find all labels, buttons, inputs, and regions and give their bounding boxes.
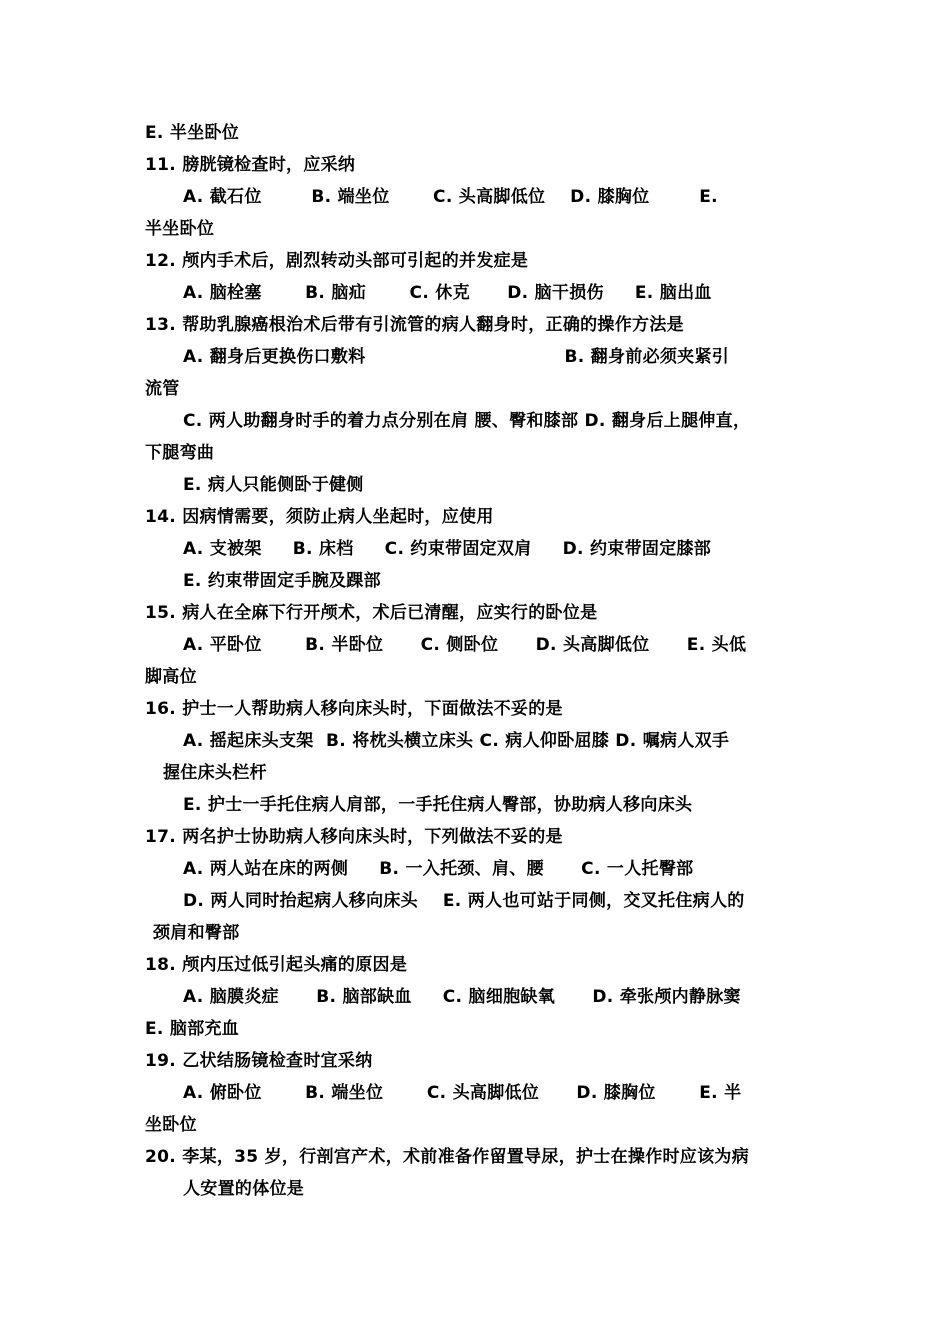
question-15-options: A. 平卧位 B. 半卧位 C. 侧卧位 D. 头高脚低位 E. 头低 [183, 635, 747, 655]
question-14-options: E. 约束带固定手腕及踝部 [183, 571, 381, 591]
question-12: 12. 颅内手术后，剧烈转动头部可引起的并发症是 [145, 251, 529, 271]
text-line: E. 脑部充血 [145, 1019, 240, 1039]
text-line: 颈肩和臀部 [153, 923, 240, 943]
question-18: 18. 颅内压过低引起头痛的原因是 [145, 955, 408, 975]
question-15: 15. 病人在全麻下行开颅术，术后已清醒，应实行的卧位是 [145, 603, 598, 623]
question-11: 11. 膀胱镜检查时，应采纳 [145, 155, 356, 175]
question-12-options: A. 脑栓塞 B. 脑疝 C. 休克 D. 脑干损伤 E. 脑出血 [183, 283, 712, 303]
text-line: 人安置的体位是 [183, 1179, 305, 1199]
question-16-options: E. 护士一手托住病人肩部，一手托住病人臀部，协助病人移向床头 [183, 795, 693, 815]
question-20: 20. 李某，35 岁，行剖宫产术，术前准备作留置导尿，护士在操作时应该为病 [145, 1147, 750, 1167]
question-13-options: A. 翻身后更换伤口敷料 B. 翻身前必须夹紧引 [183, 347, 730, 367]
question-11-options: A. 截石位 B. 端坐位 C. 头高脚低位 D. 膝胸位 E. [183, 187, 718, 207]
question-13: 13. 帮助乳腺癌根治术后带有引流管的病人翻身时，正确的操作方法是 [145, 315, 684, 335]
text-line: 下腿弯曲 [145, 443, 215, 463]
text-line: 握住床头栏杆 [163, 763, 267, 783]
question-17: 17. 两名护士协助病人移向床头时，下列做法不妥的是 [145, 827, 563, 847]
text-line: E. 半坐卧位 [145, 123, 240, 143]
question-14: 14. 因病情需要，须防止病人坐起时，应使用 [145, 507, 494, 527]
question-17-options: A. 两人站在床的两侧 B. 一入托颈、肩、腰 C. 一人托臀部 [183, 859, 694, 879]
text-line: 半坐卧位 [145, 219, 215, 239]
question-18-options: A. 脑膜炎症 B. 脑部缺血 C. 脑细胞缺氧 D. 牵张颅内静脉窦 [183, 987, 741, 1007]
text-line: 坐卧位 [145, 1115, 197, 1135]
question-19: 19. 乙状结肠镜检查时宜采纳 [145, 1051, 373, 1071]
question-19-options: A. 俯卧位 B. 端坐位 C. 头高脚低位 D. 膝胸位 E. 半 [183, 1083, 742, 1103]
question-14-options: A. 支被架 B. 床档 C. 约束带固定双肩 D. 约束带固定膝部 [183, 539, 712, 559]
question-13-options: C. 两人助翻身时手的着力点分别在肩 腰、臀和膝部 D. 翻身后上腿伸直， [183, 411, 751, 431]
question-13-options: E. 病人只能侧卧于健侧 [183, 475, 364, 495]
question-16-options: A. 摇起床头支架 B. 将枕头横立床头 C. 病人仰卧屈膝 D. 嘱病人双手 [183, 731, 730, 751]
text-line: 脚高位 [145, 667, 197, 687]
question-17-options: D. 两人同时抬起病人移向床头 E. 两人也可站于同侧，交叉托住病人的 [183, 891, 745, 911]
question-16: 16. 护士一人帮助病人移向床头时，下面做法不妥的是 [145, 699, 563, 719]
text-line: 流管 [145, 379, 180, 399]
